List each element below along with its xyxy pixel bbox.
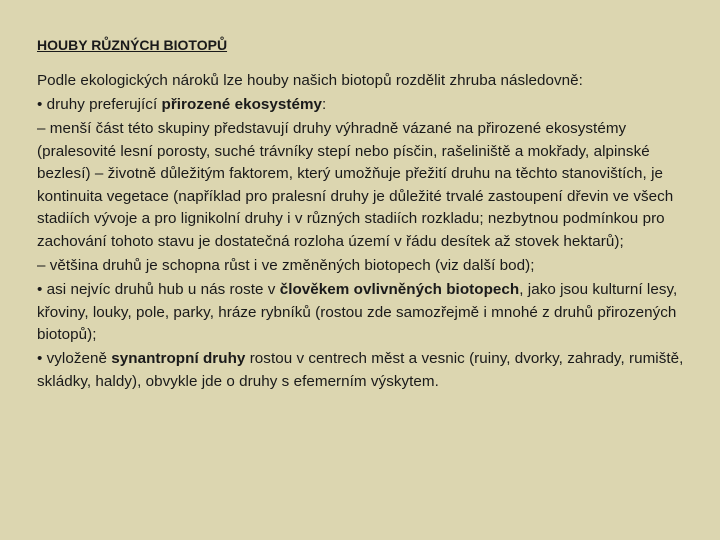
slide-title: HOUBY RŮZNÝCH BIOTOPŮ (37, 37, 228, 53)
dash-paragraph-minority: – menší část této skupiny představují druhy výhradně vázané na přirozené ekosystémy (pralesovité lesní porosty, suché trávníky stepí nebo písčin, rašeliniště a mokřady, alpinské bezlesí) – životně důležitým faktorem, který umožňuje přežití druhu na těchto stanovištích, je kontinuita vegetace (například pro pralesní druhy je důležité trvalé zastoupení dřevin ve všech stadiích vývoje a pro lignikolní druhy i v různých stadiích rozkladu; nezbytnou podmínkou pro zachování tohoto stavu je dostatečná rozloha území v řádu desítek až stovek hektarů); (37, 119, 674, 250)
bullet-text: , jako jsou kulturní lesy, křoviny, louky, pole, parky, hráze rybníků (rostou zde samozřejmě i mnohé z druhů přirozených biotopů); (37, 280, 678, 344)
bullet-text: • druhy preferující (37, 95, 162, 113)
intro-paragraph: Podle ekologických nároků lze houby našich biotopů rozdělit zhruba následovně: (37, 72, 583, 89)
bullet-text: • vyloženě (37, 350, 112, 368)
bullet-synanthropic (37, 348, 684, 393)
bullet-emphasis: člověkem ovlivněných biotopech (279, 280, 520, 298)
bullet-text: • asi nejvíc druhů hub u nás roste v (37, 280, 280, 298)
bullet-text: rostou v centrech měst a vesnic (ruiny, dvorky, zahrady, rumiště, skládky, haldy), obvykle jde o druhy s efemerním výskytem. (37, 350, 684, 390)
bullet-emphasis: přirozené ekosystémy (161, 95, 323, 113)
bullet-natural-ecosystems (37, 94, 684, 117)
bullet-text: : (322, 95, 327, 113)
dash-paragraph-majority: – většina druhů je schopna růst i ve změněných biotopech (viz další bod); (37, 256, 535, 274)
bullet-emphasis: synantropní druhy (111, 350, 246, 368)
bullet-human-influenced (37, 279, 684, 347)
